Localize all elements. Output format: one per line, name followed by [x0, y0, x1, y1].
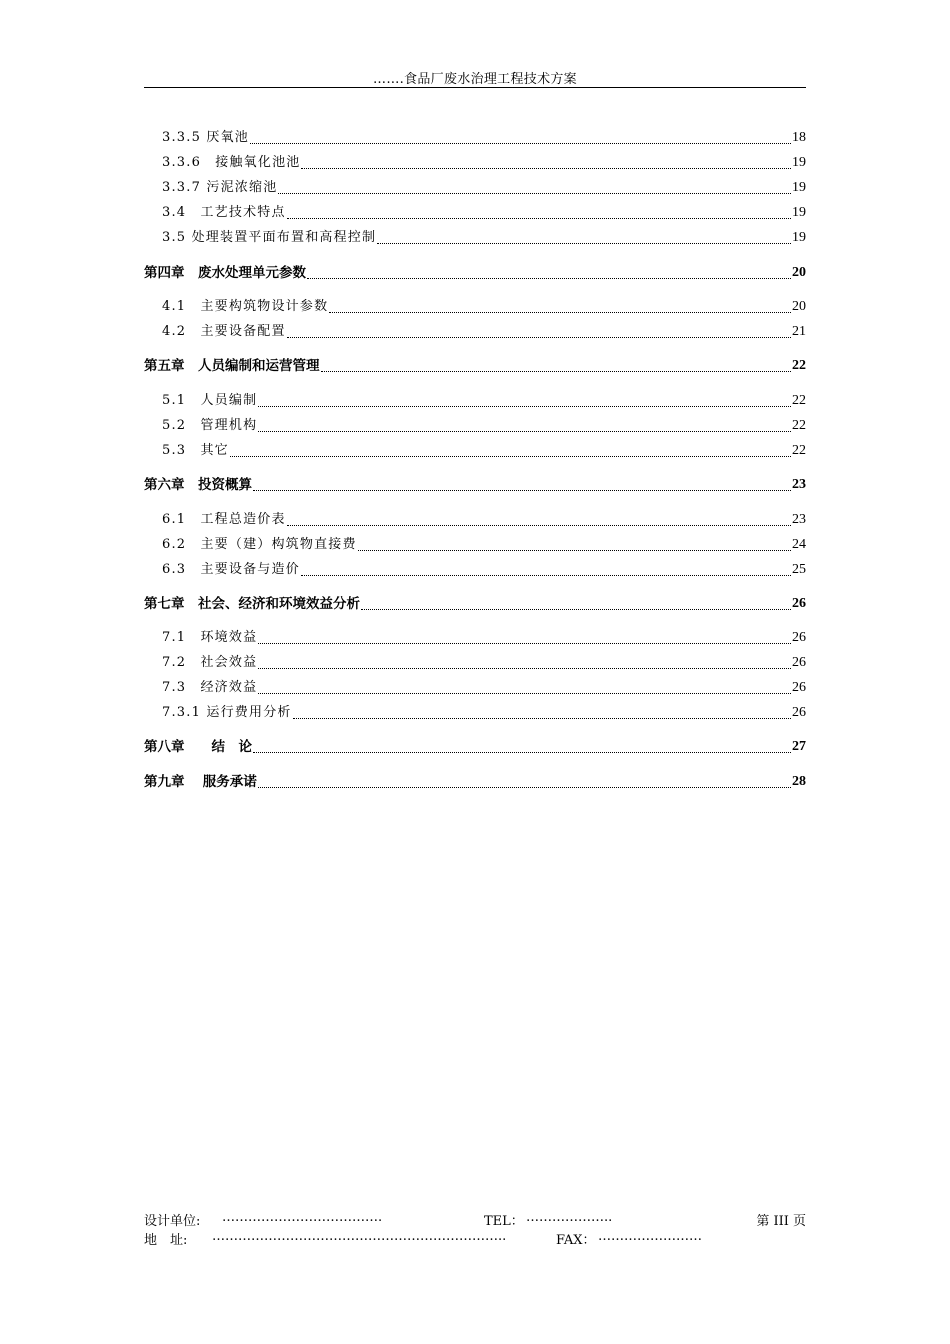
toc-page-number: 22: [792, 443, 806, 458]
toc-entry-label: 6.2 主要（建）构筑物直接费: [162, 537, 357, 552]
toc-dot-leader: [287, 322, 791, 342]
toc-chapter-entry[interactable]: [144, 475, 806, 495]
toc-entry-label: 7.3.1 运行费用分析: [162, 705, 292, 720]
toc-page-number: 23: [792, 477, 806, 492]
toc-page-number: 23: [792, 512, 806, 527]
toc-dot-leader: [258, 678, 791, 698]
toc-page-number: 20: [792, 265, 806, 280]
toc-chapter-entry[interactable]: [144, 356, 806, 376]
toc-section-entry[interactable]: [144, 510, 806, 530]
toc-chapter-entry[interactable]: [144, 737, 806, 757]
toc-entry-label: 3.3.6 接触氧化池池: [162, 155, 301, 170]
toc-entry-label: 7.1 环境效益: [162, 630, 258, 645]
page-header-title: …….食品厂废水治理工程技术方案: [373, 72, 577, 87]
toc-chapter-entry[interactable]: [144, 594, 806, 614]
toc-entry-label: 3.3.5 厌氧池: [162, 130, 250, 145]
toc-dot-leader: [287, 510, 791, 530]
toc-page-number: 26: [792, 705, 806, 720]
toc-dot-leader: [230, 441, 791, 461]
toc-section-entry[interactable]: [144, 228, 806, 248]
toc-entry-label: 4.1 主要构筑物设计参数: [162, 299, 329, 314]
toc-page-number: 19: [792, 230, 806, 245]
toc-page-number: 22: [792, 418, 806, 433]
toc-dot-leader: [258, 391, 791, 411]
toc-page-number: 26: [792, 596, 806, 611]
toc-section-entry[interactable]: [144, 297, 806, 317]
toc-entry-label: 第九章 服务承诺: [144, 774, 257, 790]
toc-entry-label: 5.3 其它: [162, 443, 229, 458]
footer-row-address: [144, 1229, 806, 1247]
toc-dot-leader: [258, 653, 791, 673]
toc-dot-leader: [250, 128, 791, 148]
toc-section-entry[interactable]: [144, 628, 806, 648]
toc-section-entry[interactable]: [144, 560, 806, 580]
toc-page-number: 22: [792, 358, 806, 373]
toc-page-number: 24: [792, 537, 806, 552]
toc-dot-leader: [253, 737, 791, 757]
toc-dot-leader: [301, 560, 791, 580]
tel-label: TEL：: [484, 1214, 524, 1229]
toc-page-number: 26: [792, 630, 806, 645]
toc-dot-leader: [307, 263, 791, 283]
toc-chapter-entry[interactable]: [144, 772, 806, 792]
toc-section-entry[interactable]: [144, 128, 806, 148]
toc-page-number: 22: [792, 393, 806, 408]
toc-entry-label: 第五章 人员编制和运营管理: [144, 358, 320, 374]
toc-page-number: 19: [792, 180, 806, 195]
toc-page-number: 19: [792, 155, 806, 170]
toc-entry-label: 第六章 投资概算: [144, 477, 252, 493]
toc-entry-label: 6.1 工程总造价表: [162, 512, 286, 527]
toc-dot-leader: [253, 475, 791, 495]
address-value: …………………………………………………………..: [212, 1229, 507, 1244]
toc-page-number: 26: [792, 680, 806, 695]
toc-entry-label: 5.1 人员编制: [162, 393, 258, 408]
toc-entry-label: 6.3 主要设备与造价: [162, 562, 300, 577]
toc-entry-label: 第八章 结 论: [144, 739, 252, 755]
toc-section-entry[interactable]: [144, 703, 806, 723]
toc-entry-label: 4.2 主要设备配置: [162, 324, 286, 339]
toc-dot-leader: [329, 297, 791, 317]
toc-dot-leader: [258, 416, 791, 436]
toc-section-entry[interactable]: [144, 678, 806, 698]
toc-entry-label: 7.2 社会效益: [162, 655, 258, 670]
page-number-label: 第 III 页: [756, 1214, 806, 1229]
fax-value: ……………………: [598, 1229, 702, 1244]
toc-section-entry[interactable]: [144, 391, 806, 411]
toc-dot-leader: [321, 356, 792, 376]
toc-entry-label: 第四章 废水处理单元参数: [144, 265, 306, 281]
toc-entry-label: 7.3 经济效益: [162, 680, 258, 695]
toc-section-entry[interactable]: [144, 653, 806, 673]
toc-entry-label: 3.3.7 污泥浓缩池: [162, 180, 278, 195]
toc-dot-leader: [301, 153, 791, 173]
toc-section-entry[interactable]: [144, 535, 806, 555]
toc-entry-label: 第七章 社会、经济和环境效益分析: [144, 596, 360, 612]
fax-label: FAX：: [556, 1233, 596, 1248]
toc-dot-leader: [361, 594, 791, 614]
toc-section-entry[interactable]: [144, 153, 806, 173]
toc-dot-leader: [258, 772, 791, 792]
footer-row-design: [144, 1210, 806, 1228]
toc-page-number: 27: [792, 739, 806, 754]
toc-entry-label: 5.2 管理机构: [162, 418, 258, 433]
design-unit-label: 设计单位:: [144, 1214, 201, 1229]
toc-section-entry[interactable]: [144, 322, 806, 342]
toc-entry-label: 3.5 处理装置平面布置和高程控制: [162, 230, 377, 245]
address-label: 地 址:: [144, 1233, 188, 1248]
toc-section-entry[interactable]: [144, 441, 806, 461]
toc-section-entry[interactable]: [144, 178, 806, 198]
toc-section-entry[interactable]: [144, 203, 806, 223]
tel-value: ………………..: [526, 1210, 613, 1225]
toc-dot-leader: [293, 703, 791, 723]
header-rule: [144, 87, 806, 88]
toc-entry-label: 3.4 工艺技术特点: [162, 205, 286, 220]
toc-page-number: 19: [792, 205, 806, 220]
toc-dot-leader: [287, 203, 791, 223]
toc-chapter-entry[interactable]: [144, 263, 806, 283]
toc-dot-leader: [258, 628, 791, 648]
toc-page-number: 25: [792, 562, 806, 577]
toc-dot-leader: [377, 228, 791, 248]
toc-section-entry[interactable]: [144, 416, 806, 436]
toc-page-number: 18: [792, 130, 806, 145]
toc-dot-leader: [278, 178, 791, 198]
design-unit-value: ……………………………….: [222, 1210, 383, 1225]
toc-page-number: 20: [792, 299, 806, 314]
toc-page-number: 28: [792, 774, 806, 789]
toc-dot-leader: [358, 535, 791, 555]
toc-page-number: 26: [792, 655, 806, 670]
toc-page-number: 21: [792, 324, 806, 339]
